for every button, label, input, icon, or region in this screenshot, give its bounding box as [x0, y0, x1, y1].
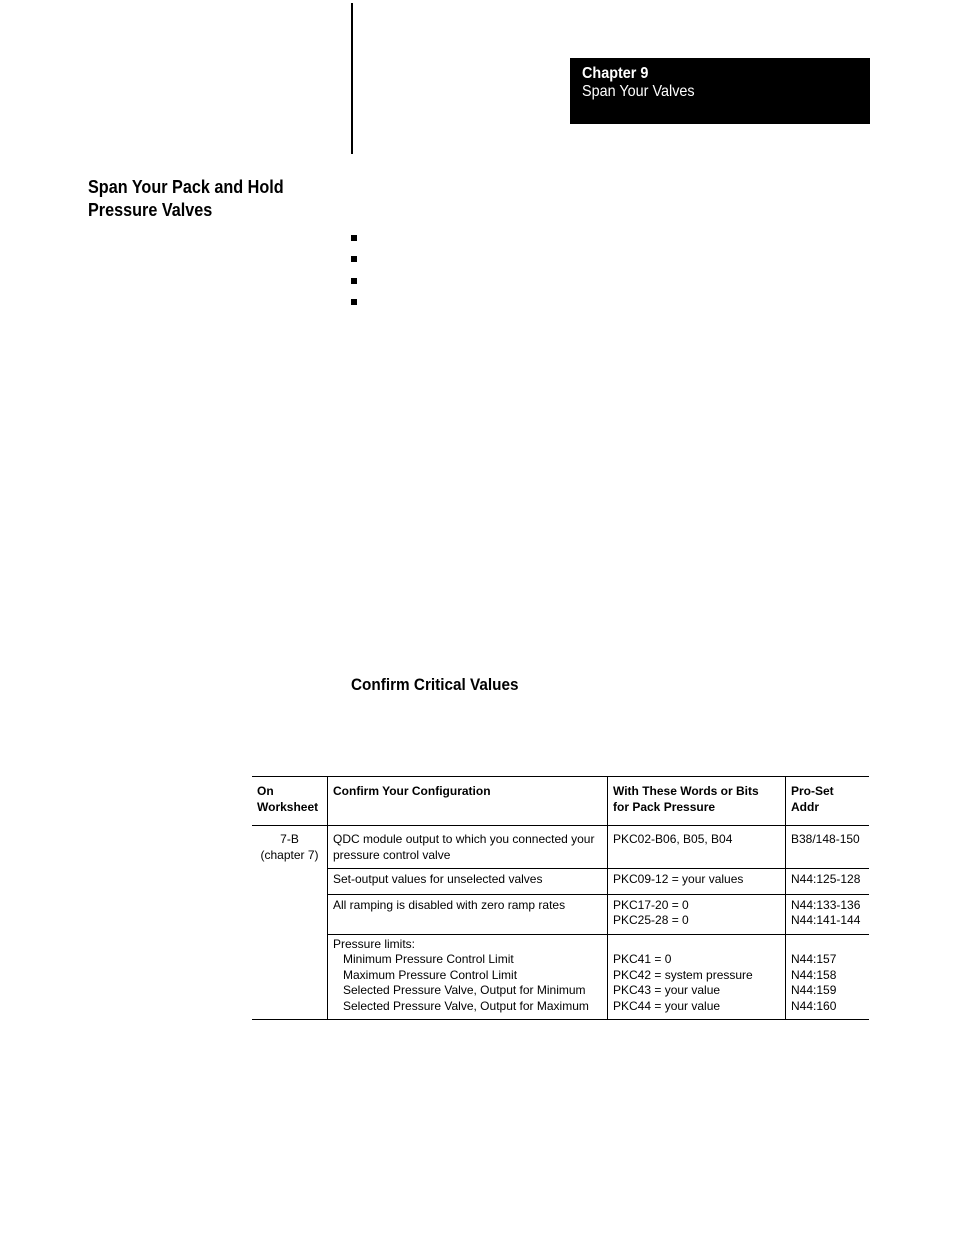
header-worksheet-line2: Worksheet — [257, 799, 319, 814]
config-text: Selected Pressure Valve, Output for Maximum — [343, 998, 589, 1013]
words-text: PKC43 = your value — [613, 983, 721, 997]
config-text: pressure control valve — [333, 847, 451, 862]
config-text: QDC module output to which you connected your — [333, 832, 595, 846]
chapter-header — [570, 58, 870, 124]
config-heading: Pressure limits: — [333, 936, 416, 951]
chapter-number: Chapter 9 — [582, 65, 649, 82]
table-header-row — [252, 777, 869, 826]
addr-text: N44:141-144 — [791, 913, 861, 927]
table-row — [252, 934, 869, 1020]
config-cell: All ramping is disabled with zero ramp rates — [328, 894, 608, 934]
worksheet-id: 7-B — [280, 832, 299, 846]
addr-cell — [786, 934, 870, 1020]
addr-text: N44:157 — [791, 952, 837, 966]
section-title — [88, 176, 304, 222]
subheading: Confirm Critical Values — [351, 675, 519, 694]
words-cell: PKC02-B06, B05, B04 — [608, 826, 786, 869]
words-text: PKC17-20 = 0 — [613, 897, 689, 912]
config-cell — [328, 826, 608, 869]
bullet-icon — [351, 278, 357, 284]
header-words-bits — [608, 777, 786, 826]
addr-text: N44:158 — [791, 967, 837, 982]
header-worksheet — [252, 777, 328, 826]
words-cell — [608, 934, 786, 1020]
header-words-line2: for Pack Pressure — [613, 799, 716, 814]
chapter-title: Span Your Valves — [582, 83, 695, 100]
section-title-line2: Pressure Valves — [88, 200, 213, 220]
worksheet-chapter: (chapter 7) — [260, 847, 319, 862]
config-text: Maximum Pressure Control Limit — [343, 967, 518, 982]
header-proset-addr: Pro-Set Addr — [786, 777, 870, 826]
table-row — [252, 826, 869, 869]
words-text: PKC42 = system pressure — [613, 967, 753, 982]
header-worksheet-line1: On — [257, 784, 274, 798]
addr-text: N44:160 — [791, 998, 837, 1013]
addr-cell: N44:125-128 — [786, 869, 870, 895]
config-cell — [328, 934, 608, 1020]
addr-text: N44:133-136 — [791, 897, 861, 912]
bullet-icon — [351, 256, 357, 262]
bullet-icon — [351, 235, 357, 241]
table-row — [252, 894, 869, 934]
addr-text: N44:159 — [791, 983, 837, 997]
section-title-line1: Span Your Pack and Hold — [88, 177, 284, 197]
words-cell — [608, 894, 786, 934]
confirm-values-table — [252, 776, 869, 1020]
bullet-icon — [351, 299, 357, 305]
table-row — [252, 869, 869, 895]
addr-cell — [786, 894, 870, 934]
worksheet-cell — [252, 826, 328, 1020]
words-text: PKC25-28 = 0 — [613, 913, 689, 927]
header-configuration: Confirm Your Configuration — [328, 777, 608, 826]
header-words-line1: With These Words or Bits — [613, 784, 759, 798]
words-text: PKC44 = your value — [613, 998, 721, 1013]
config-text: Minimum Pressure Control Limit — [343, 952, 514, 966]
addr-cell: B38/148-150 — [786, 826, 870, 869]
config-text: Selected Pressure Valve, Output for Minimum — [343, 983, 586, 997]
words-cell: PKC09-12 = your values — [608, 869, 786, 895]
words-text: PKC41 = 0 — [613, 952, 672, 966]
config-cell: Set-output values for unselected valves — [328, 869, 608, 895]
margin-rule — [351, 3, 353, 154]
